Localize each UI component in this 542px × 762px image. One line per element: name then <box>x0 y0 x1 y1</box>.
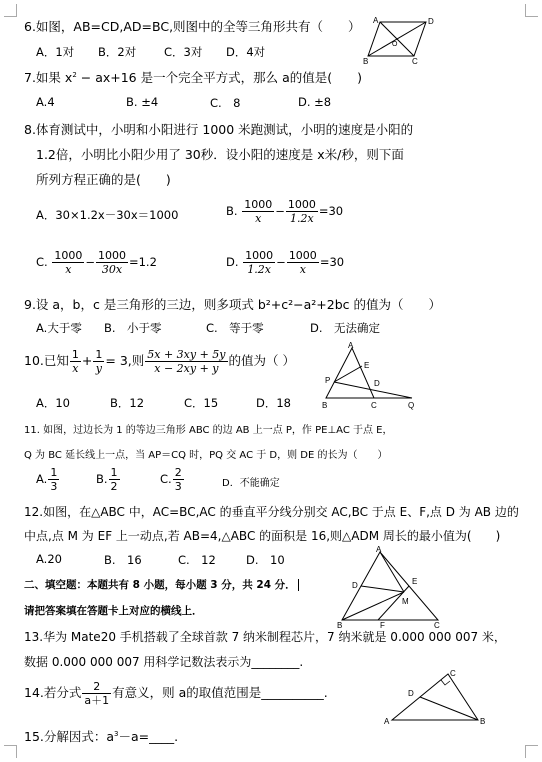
q6-stem: 6.如图，AB=CD,AD=BC,则图中的全等三角形共有（ ） <box>24 19 361 34</box>
text-cursor <box>298 579 299 591</box>
denominator: x <box>65 263 72 276</box>
denominator: a＋1 <box>84 694 110 707</box>
q8-option-b: B. $\frac{1000}{x}$ − $\frac{1000}{1.2x}$ =30 <box>226 198 344 225</box>
q10-figure-triangle <box>316 340 420 412</box>
q6-fig-label-o: O <box>392 41 398 48</box>
q11-stem-line1: 11. 如图，过边长为 1 的等边三角形 ABC 的边 AB 上一点 P，作 PE⊥AC 于点 E， <box>24 425 393 436</box>
q12-fig-label-d: D <box>352 581 358 590</box>
q11-option-b <box>96 466 121 493</box>
q7-option-a: A.4 <box>36 95 55 109</box>
q12-option-b: B. 16 <box>104 553 142 567</box>
q6-option-a: A．1对 <box>36 45 75 59</box>
q8-stem-line2: 1.2倍，小明比小阳少用了 30秒．设小阳的速度是 x米/秒，则下面 <box>36 147 404 162</box>
fraction <box>287 249 319 276</box>
q14-fig-label-b: B <box>480 717 486 726</box>
fraction <box>109 466 120 493</box>
q7-stem-sup: 2 <box>72 70 77 79</box>
q6-option-d: D．4对 <box>226 45 266 59</box>
q8-option-c-rest: =1.2 <box>128 255 157 269</box>
q10-option-b: B．12 <box>110 396 145 410</box>
q14-fig-label-c: C <box>450 669 456 678</box>
q10-fig-label-c: C <box>371 401 377 410</box>
q14-prefix: 14.若分式 <box>24 685 82 700</box>
section2-title <box>24 577 299 592</box>
section2-note: 请把答案填在答题卡上对应的横线上． <box>24 605 203 617</box>
denominator: x <box>255 212 262 225</box>
q10-prefix: 10.已知 <box>24 353 69 368</box>
fraction <box>243 249 275 276</box>
numerator: 2 <box>174 466 182 479</box>
q11-option-d: D．不能确定 <box>222 478 280 489</box>
fraction <box>52 249 84 276</box>
denominator: 30x <box>101 263 123 276</box>
numerator: 2 <box>82 680 111 694</box>
q15-text-a: 15.分解因式：a <box>24 729 115 744</box>
q12-option-d: D. 10 <box>246 553 285 567</box>
numerator: 1000 <box>287 198 316 211</box>
fraction <box>96 249 128 276</box>
q12-option-a: A.20 <box>36 552 62 566</box>
q14-figure-right-triangle <box>382 668 488 728</box>
fraction <box>93 348 104 375</box>
q9-option-c: C. 等于零 <box>206 321 264 335</box>
denominator: 2 <box>110 480 118 493</box>
q6-option-b: B．2对 <box>98 45 137 59</box>
q14-suffix: 有意义，则 a的取值范围是__________. <box>112 685 328 700</box>
q10-fig-label-e: E <box>364 361 370 370</box>
q8-option-c-label: C. <box>36 255 48 269</box>
q7-option-b: B. ±4 <box>126 95 159 109</box>
denominator: 1.2x <box>289 212 314 225</box>
fraction <box>286 198 318 225</box>
denominator: x <box>72 362 79 375</box>
q12-fig-label-b: B <box>337 621 343 630</box>
q9-stem: 9.设 a，b，c 是三角形的三边，则多项式 b²+c²−a²+2bc 的值为（ ） <box>24 297 441 312</box>
q8-option-d: D. $\frac{1000}{1.2x}$ − $\frac{1000}{x}$ =30 <box>226 249 345 276</box>
q8-stem-line1: 8.体育测试中，小明和小阳进行 1000 米跑测试，小明的速度是小阳的 <box>24 122 414 137</box>
numerator: 5x + 3xy + 5y <box>147 348 226 361</box>
q7-option-c: C. 8 <box>210 96 241 110</box>
q6-fig-label-c: C <box>412 57 418 66</box>
q8-option-d-rest: =30 <box>319 255 345 269</box>
denominator: y <box>95 362 102 375</box>
q7-stem <box>24 68 362 86</box>
numerator: 1 <box>95 348 103 361</box>
q7-stem-a: 7.如果 x <box>24 70 73 85</box>
q10-fig-label-q: Q <box>408 401 415 410</box>
q10-plus: + <box>81 353 93 368</box>
q11-option-c <box>160 466 185 493</box>
q6-fig-label-d: D <box>428 17 434 26</box>
q8-option-d-label: D. <box>226 255 239 269</box>
q15-stem <box>24 727 178 745</box>
numerator: 1 <box>71 348 79 361</box>
numerator: 1000 <box>245 249 274 262</box>
q7-option-d: D. ±8 <box>298 95 332 109</box>
q6-option-c: C．3对 <box>164 45 203 59</box>
q11-option-b-label: B. <box>96 472 108 486</box>
q10-fig-label-b: B <box>322 401 328 410</box>
q12-fig-label-a: A <box>376 545 382 554</box>
q6-fig-label-a: A <box>373 16 379 25</box>
q8-option-a: A．30×1.2x－30x＝1000 <box>36 208 179 222</box>
numerator: 1000 <box>244 198 273 211</box>
q10-suffix: 的值为（ ） <box>228 353 295 368</box>
q8-stem-line3: 所列方程正确的是( ) <box>36 172 171 187</box>
q13-line2: 数据 0.000 000 007 用科学记数法表示为________. <box>24 655 304 669</box>
denominator: 1.2x <box>247 263 272 276</box>
numerator: 1000 <box>97 249 126 262</box>
denominator: x <box>299 263 306 276</box>
q9-option-b: B. 小于零 <box>104 321 162 335</box>
corner-mark-bottom-left <box>4 745 17 758</box>
q11-option-c-label: C. <box>160 472 172 486</box>
q12-fig-label-c: C <box>434 621 440 630</box>
q10-fig-label-a: A <box>348 341 354 350</box>
q15-sup: 3 <box>114 729 119 738</box>
q15-text-b: －a=____. <box>118 729 179 744</box>
q12-fig-label-e: E <box>412 577 418 586</box>
q10-fig-label-d: D <box>374 379 380 388</box>
fraction <box>173 466 184 493</box>
q9-option-a: A.大于零 <box>36 321 82 335</box>
q10-option-d: D．18 <box>256 396 291 410</box>
q10-mid: = 3,则 <box>105 353 145 368</box>
fraction <box>48 466 59 493</box>
q6-figure-parallelogram <box>362 14 442 66</box>
q12-figure-triangle <box>334 544 444 630</box>
corner-mark-bottom-right <box>525 745 538 758</box>
section2-title-text: 二、填空题：本题共有 8 小题，每小题 3 分，共 24 分． <box>24 579 296 591</box>
q11-option-a <box>36 466 60 493</box>
numerator: 1000 <box>288 249 317 262</box>
q12-stem-line1: 12.如图，在△ABC 中，AC=BC,AC 的垂直平分线分别交 AC,BC 于点 E、F,点 D 为 AB 边的 <box>24 505 519 519</box>
q10-fig-label-p: P <box>325 376 331 385</box>
q13-line1: 13.华为 Mate20 手机搭载了全球首款 7 纳米制程芯片，7 纳米就是 0.000 000 007 米， <box>24 630 506 644</box>
q7-stem-b: − ax+16 是一个完全平方式，那么 a的值是( ) <box>76 70 362 85</box>
q12-stem-line2: 中点,点 M 为 EF 上一动点,若 AB=4,△ABC 的面积是 16,则△ADM 周长的最小值为( ) <box>24 529 501 543</box>
numerator: 1000 <box>54 249 83 262</box>
q10-option-c: C．15 <box>184 396 219 410</box>
q12-option-c: C. 12 <box>178 553 216 567</box>
q8-option-b-label: B. <box>226 204 238 218</box>
q14-fig-label-a: A <box>384 717 390 726</box>
q10-option-a: A．10 <box>36 396 71 410</box>
fraction <box>70 348 81 375</box>
q6-fig-label-b: B <box>363 57 369 66</box>
q8-option-c: C. $\frac{1000}{x}$ − $\frac{1000}{30x}$ =1.2 <box>36 249 157 276</box>
q14-stem <box>24 680 328 707</box>
denominator: 3 <box>50 480 58 493</box>
q12-fig-label-f: F <box>380 621 385 630</box>
numerator: 1 <box>110 466 118 479</box>
q11-stem-line2: Q 为 BC 延长线上一点，当 AP＝CQ 时，PQ 交 AC 于 D，则 DE 的长为（ ） <box>24 450 388 461</box>
q9-option-d: D. 无法确定 <box>310 321 381 335</box>
denominator: x − 2xy + y <box>154 362 219 375</box>
q10-stem <box>24 348 295 375</box>
denominator: 3 <box>174 480 182 493</box>
q12-fig-label-m: M <box>402 597 409 606</box>
fraction <box>242 198 274 225</box>
corner-mark-top-left <box>4 4 17 17</box>
q14-fig-label-d: D <box>408 689 414 698</box>
numerator: 1 <box>50 466 58 479</box>
q8-option-b-rest: =30 <box>318 204 344 218</box>
corner-mark-top-right <box>525 4 538 17</box>
fraction <box>145 348 227 375</box>
fraction <box>82 680 111 707</box>
q11-option-a-label: A. <box>36 472 48 486</box>
